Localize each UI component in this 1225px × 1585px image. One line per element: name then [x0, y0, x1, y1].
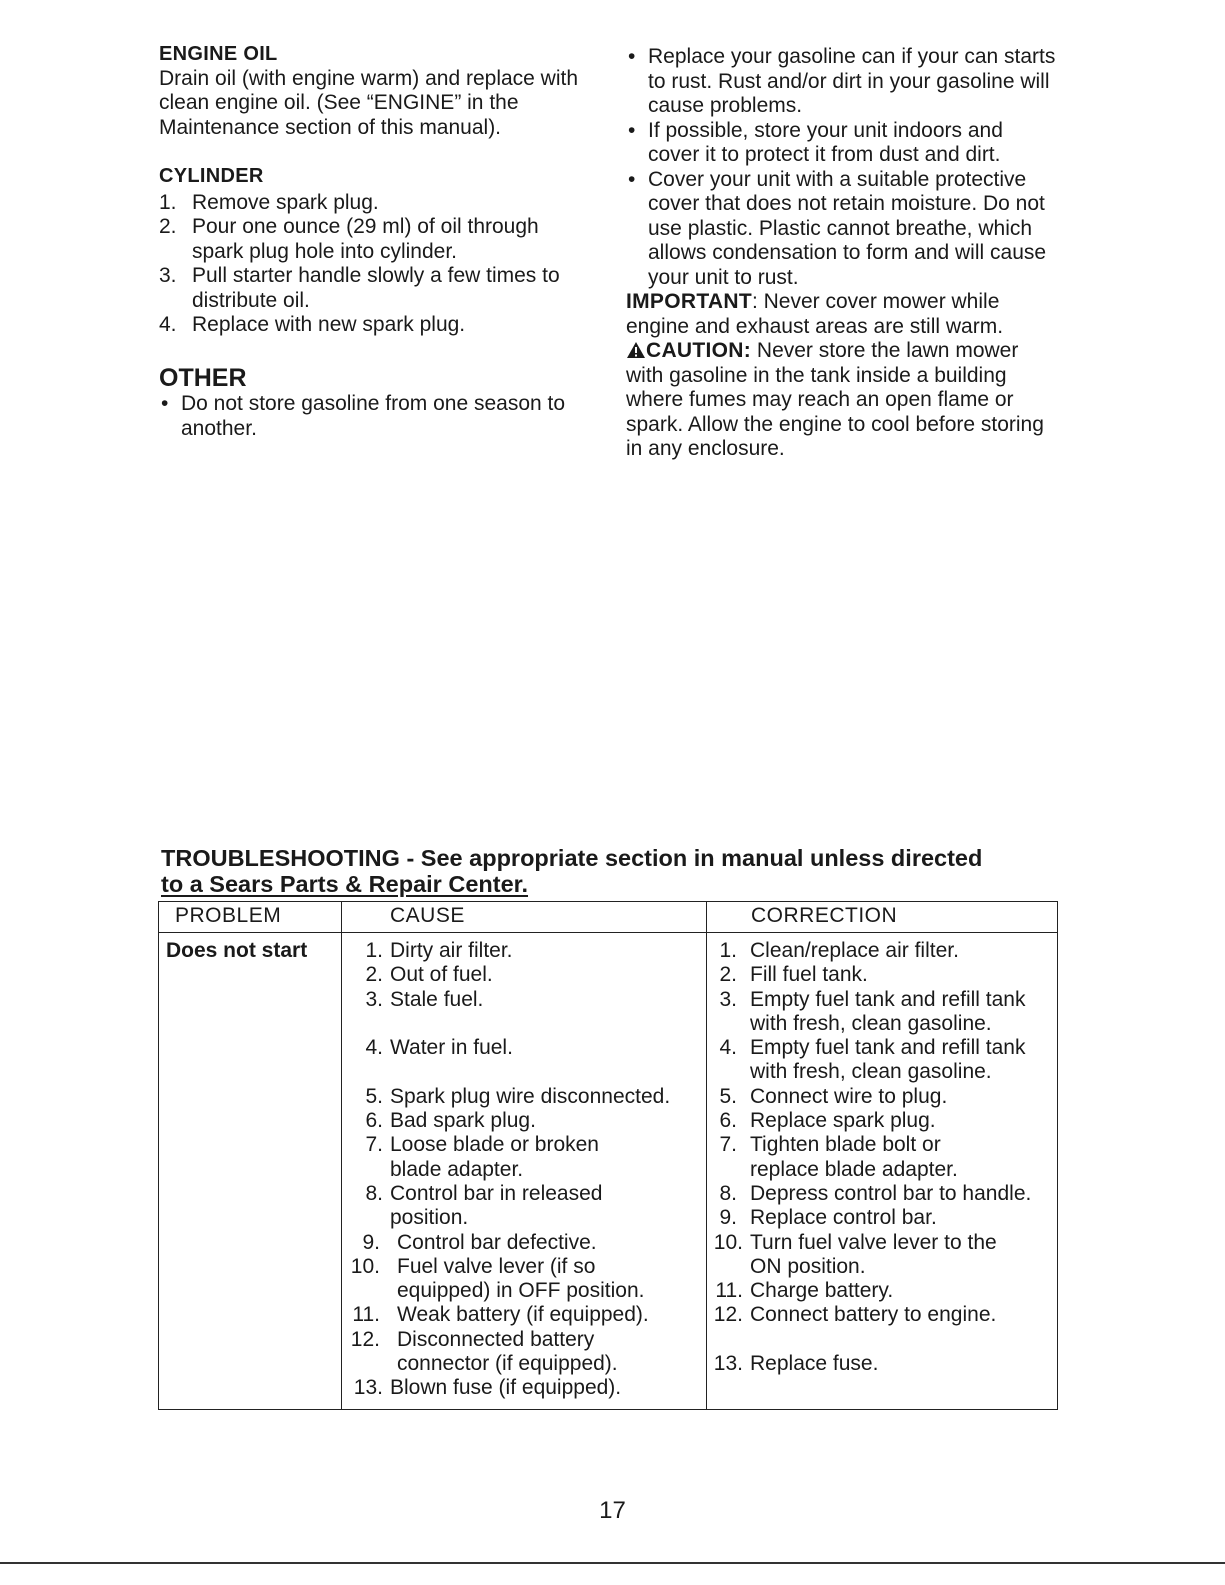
correction-number: 12.: [713, 1303, 743, 1327]
list-item: [707, 963, 1057, 987]
cause-cell: [342, 933, 707, 1410]
spacer: [707, 1328, 1057, 1352]
cause-number: 11.: [352, 1303, 380, 1327]
cause-number: 2.: [365, 963, 383, 987]
bullet-text: Cover your unit with a suitable protective cover that does not retain moisture. Do not use plastic. Plastic cannot breathe, which allows condensation to form and will cause your unit to rust.: [648, 167, 1047, 289]
cause-text: Blown fuse (if equipped).: [390, 1376, 622, 1400]
cause-number: 6.: [365, 1109, 383, 1133]
troubleshooting-title-line1: TROUBLESHOOTING - See appropriate section in manual unless directed: [161, 845, 983, 871]
list-item: [707, 1231, 1000, 1280]
step-number: 1.: [159, 190, 177, 214]
correction-text: Fill fuel tank.: [750, 963, 868, 987]
correction-text: Empty fuel tank and refill tank with fresh, clean gasoline.: [750, 987, 1026, 1035]
list-item: [626, 119, 1058, 168]
list-item: [342, 1303, 706, 1327]
cause-number: 3.: [365, 987, 383, 1011]
cause-text: Bad spark plug.: [390, 1109, 536, 1133]
cause-text: Fuel valve lever (if so equipped) in OFF position.: [397, 1254, 645, 1303]
list-item: [707, 1206, 1057, 1230]
list-item: [707, 1352, 1057, 1376]
correction-text: Replace control bar.: [750, 1206, 937, 1230]
warning-triangle-icon: [626, 341, 646, 359]
cause-text: Spark plug wire disconnected.: [390, 1084, 671, 1108]
spacer: [342, 1060, 706, 1084]
header-cause: CAUSE: [342, 902, 707, 933]
bullet-icon: •: [628, 118, 636, 142]
correction-text: Clean/replace air filter.: [750, 939, 959, 962]
page-number: 17: [599, 1497, 626, 1524]
cause-number: 8.: [365, 1181, 383, 1205]
cause-text: Disconnected battery connector (if equipped).: [397, 1327, 618, 1376]
list-item: [342, 1036, 706, 1060]
correction-number: 2.: [719, 963, 737, 987]
engine-oil-heading: ENGINE OIL: [159, 43, 278, 65]
correction-number: 7.: [719, 1133, 737, 1157]
correction-number: 3.: [719, 987, 737, 1011]
right-column: [626, 45, 1066, 462]
bullet-text: Replace your gasoline can if your can starts to rust. Rust and/or dirt in your gasoline will cause problems.: [648, 45, 1056, 117]
list-item: [626, 168, 1058, 291]
list-item: [342, 1328, 667, 1377]
list-item: [707, 988, 1057, 1037]
correction-number: 4.: [719, 1036, 737, 1060]
step-text: Pull starter handle slowly a few times to distribute oil.: [192, 264, 560, 312]
correction-number: 13.: [713, 1352, 743, 1376]
correction-text: Replace fuse.: [750, 1352, 879, 1376]
bullet-text: If possible, store your unit indoors and cover it to protect it from dust and dirt.: [648, 118, 1003, 166]
correction-number: 5.: [719, 1084, 737, 1108]
list-item: [707, 1036, 1057, 1085]
important-text: : Never cover mower while engine and exhaust areas are still warm.: [626, 290, 1004, 338]
list-item: [707, 1085, 1057, 1109]
list-item: [342, 1109, 706, 1133]
list-item: [342, 1182, 680, 1231]
cause-number: 4.: [365, 1036, 383, 1060]
cause-number: 10.: [350, 1254, 380, 1278]
correction-number: 9.: [719, 1206, 737, 1230]
cylinder-steps: [159, 191, 589, 338]
other-heading: OTHER: [159, 363, 247, 392]
important-label: IMPORTANT: [626, 290, 752, 313]
list-item: [707, 1303, 1057, 1327]
other-section: [159, 363, 599, 442]
header-correction: CORRECTION: [707, 902, 1058, 933]
cause-list: [342, 939, 706, 1401]
step-text: Remove spark plug.: [192, 190, 379, 214]
list-item: [159, 215, 589, 264]
correction-number: 10.: [713, 1230, 743, 1254]
troubleshooting-title-line2: to a Sears Parts & Repair Center.: [161, 871, 529, 897]
list-item: [707, 1182, 1040, 1206]
list-item: [159, 392, 591, 441]
list-item: [342, 1231, 706, 1255]
step-number: 2.: [159, 215, 177, 238]
cause-text: Dirty air filter.: [390, 939, 513, 962]
bullet-icon: •: [628, 167, 636, 191]
caution-note: [626, 339, 1058, 462]
step-number: 3.: [159, 264, 177, 287]
cause-text: Stale fuel.: [390, 987, 484, 1011]
cause-number: 9.: [362, 1230, 380, 1254]
cause-number: 5.: [365, 1084, 383, 1108]
bullet-icon: •: [161, 392, 169, 415]
table-row: [159, 933, 1058, 1410]
engine-oil-text: Drain oil (with engine warm) and replace with clean engine oil. (See “ENGINE” in the Maintenance section of this manual).: [159, 66, 579, 139]
caution-text: Never store the lawn mower with gasoline in the tank inside a building where fumes may reach an open flame or spark. Allow the engine to cool before storing in any enclosure.: [626, 339, 1044, 460]
troubleshooting-table: [158, 901, 1058, 1410]
step-text: Pour one ounce (29 ml) of oil through spark plug hole into cylinder.: [192, 215, 539, 263]
bullet-icon: •: [628, 45, 636, 68]
correction-text: Empty fuel tank and refill tank with fresh, clean gasoline.: [750, 1036, 1026, 1084]
list-item: [159, 313, 589, 338]
list-item: [159, 191, 589, 216]
correction-number: 8.: [719, 1181, 737, 1205]
spacer: [342, 1012, 706, 1036]
cause-text: Weak battery (if equipped).: [397, 1303, 649, 1327]
list-item: [342, 939, 706, 963]
correction-text: Depress control bar to handle.: [750, 1181, 1032, 1205]
list-item: [707, 1109, 1057, 1133]
step-number: 4.: [159, 313, 177, 336]
list-item: [707, 939, 1057, 963]
correction-list: [707, 939, 1057, 1376]
list-item: [342, 1085, 706, 1109]
cause-text: Loose blade or broken blade adapter.: [390, 1133, 599, 1181]
cause-number: 12.: [350, 1327, 380, 1351]
problem-cell: Does not start: [159, 933, 342, 1410]
correction-number: 11.: [715, 1279, 743, 1303]
engine-oil-section: [159, 42, 599, 140]
cause-text: Out of fuel.: [390, 963, 493, 987]
list-item: [707, 1133, 995, 1182]
storage-bullets: [626, 45, 1058, 290]
cause-number: 7.: [365, 1133, 383, 1157]
correction-text: Turn fuel valve lever to the ON position.: [750, 1230, 997, 1278]
cause-number: 13.: [353, 1376, 383, 1400]
header-problem: PROBLEM: [159, 902, 342, 933]
list-item: [342, 1376, 706, 1400]
left-column: [159, 42, 599, 441]
correction-text: Charge battery.: [750, 1279, 894, 1303]
troubleshooting-title: [161, 845, 1081, 897]
important-note: [626, 290, 1056, 339]
other-bullets: [159, 392, 591, 441]
cause-number: 1.: [365, 939, 383, 962]
correction-cell: [707, 933, 1058, 1410]
cause-text: Water in fuel.: [390, 1036, 513, 1060]
correction-number: 6.: [719, 1109, 737, 1133]
list-item: [342, 988, 706, 1012]
list-item: [342, 1133, 650, 1182]
bullet-text: Do not store gasoline from one season to another.: [181, 392, 566, 440]
correction-text: Connect wire to plug.: [750, 1084, 948, 1108]
list-item: [342, 963, 706, 987]
correction-number: 1.: [719, 939, 737, 962]
bottom-divider: [0, 1562, 1225, 1564]
cylinder-section: [159, 164, 599, 338]
correction-text: Connect battery to engine.: [750, 1303, 997, 1327]
step-text: Replace with new spark plug.: [192, 313, 466, 336]
list-item: [626, 45, 1058, 119]
caution-label: CAUTION:: [646, 339, 752, 362]
table-header-row: [159, 902, 1058, 933]
cylinder-heading: CYLINDER: [159, 165, 264, 187]
correction-text: Replace spark plug.: [750, 1109, 936, 1133]
list-item: [342, 1255, 659, 1304]
list-item: [707, 1279, 1057, 1303]
cause-text: Control bar in released position.: [390, 1181, 603, 1230]
list-item: [159, 264, 589, 313]
correction-text: Tighten blade bolt or replace blade adapter.: [750, 1133, 958, 1181]
cause-text: Control bar defective.: [397, 1230, 597, 1254]
